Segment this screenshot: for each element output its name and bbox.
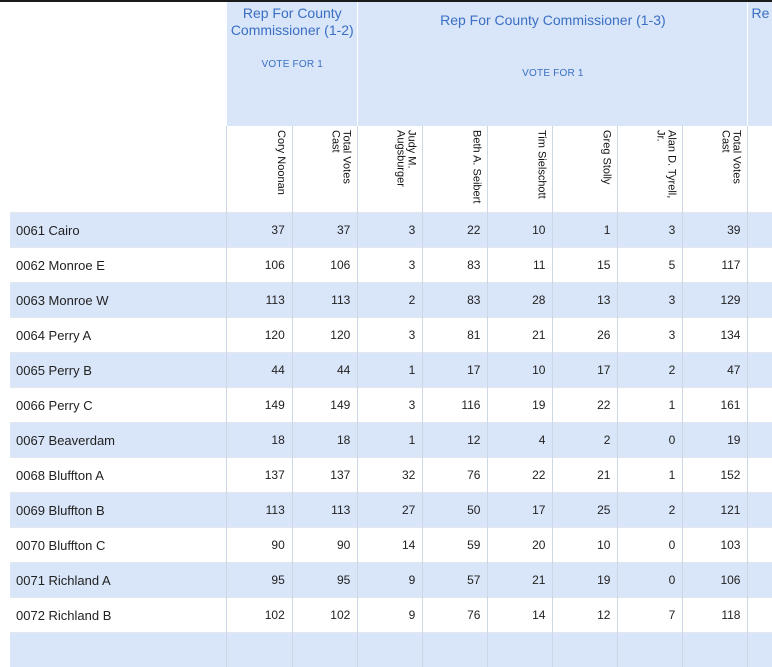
candidate-name: Total Votes Cast: [329, 130, 351, 208]
table-row: [10, 388, 772, 423]
vote-count-cell: 9: [358, 563, 423, 598]
vote-count-cell: 2: [618, 493, 683, 528]
vote-count-cell: 3: [358, 248, 423, 283]
precinct-name: 0071 Richland A: [10, 563, 227, 598]
vote-count-cell: 106: [227, 248, 293, 283]
vote-count-cell: 15: [553, 248, 618, 283]
precinct-name: 0066 Perry C: [10, 388, 227, 423]
vote-count-cell: 121: [683, 493, 748, 528]
contest-header-2: [358, 2, 748, 126]
vote-count-cell: 1: [358, 353, 423, 388]
candidate-header: [227, 126, 293, 213]
vote-count-cell: 44: [292, 353, 358, 388]
vote-count-cell: 11: [488, 248, 553, 283]
vote-count-cell: 113: [292, 493, 358, 528]
partial-column-cell: [748, 353, 772, 388]
vote-count-cell: 83: [423, 248, 488, 283]
precinct-name: 0072 Richland B: [10, 598, 227, 633]
vote-count-cell: 90: [292, 528, 358, 563]
vote-count-cell: 17: [553, 353, 618, 388]
vote-count-cell: 5: [618, 248, 683, 283]
vote-count-cell: 21: [488, 318, 553, 353]
precinct-name: 0067 Beaverdam: [10, 423, 227, 458]
precinct-name: 0064 Perry A: [10, 318, 227, 353]
vote-count-cell: 95: [292, 563, 358, 598]
vote-count-cell: 81: [423, 318, 488, 353]
vote-count-cell: 129: [683, 283, 748, 318]
precinct-name: 0065 Perry B: [10, 353, 227, 388]
candidate-header: [423, 126, 488, 213]
partial-column-cell: [748, 283, 772, 318]
partial-row-cell: [423, 633, 488, 667]
table-row: [10, 598, 772, 633]
vote-count-cell: 102: [292, 598, 358, 633]
table-row: [10, 458, 772, 493]
vote-count-cell: 2: [618, 353, 683, 388]
vote-count-cell: 22: [423, 213, 488, 248]
vote-count-cell: 113: [227, 283, 293, 318]
table-row: [10, 353, 772, 388]
vote-count-cell: 161: [683, 388, 748, 423]
vote-count-cell: 1: [618, 458, 683, 493]
vote-for-label: VOTE FOR 1: [227, 59, 357, 70]
contest-header-3: [748, 2, 772, 126]
partial-row-cell: [227, 633, 293, 667]
vote-count-cell: 106: [683, 563, 748, 598]
vote-count-cell: 19: [683, 423, 748, 458]
vote-count-cell: 21: [553, 458, 618, 493]
vote-count-cell: 76: [423, 458, 488, 493]
vote-for-label: VOTE FOR 1: [358, 68, 747, 79]
partial-column-cell: [748, 493, 772, 528]
contest-header-row: [10, 2, 772, 126]
vote-count-cell: 27: [358, 493, 423, 528]
candidate-header: [683, 126, 748, 213]
partial-column-cell: [748, 423, 772, 458]
candidate-header: [358, 126, 423, 213]
table-row: [10, 423, 772, 458]
vote-count-cell: 149: [292, 388, 358, 423]
vote-count-cell: 22: [488, 458, 553, 493]
vote-count-cell: 1: [358, 423, 423, 458]
vote-count-cell: 137: [292, 458, 358, 493]
partial-row-cell: [292, 633, 358, 667]
partial-column-cell: [748, 458, 772, 493]
vote-count-cell: 103: [683, 528, 748, 563]
vote-count-cell: 20: [488, 528, 553, 563]
table-row: [10, 493, 772, 528]
partial-column-cell: [748, 528, 772, 563]
candidate-name: Tim Sielschott: [535, 130, 546, 199]
vote-count-cell: 47: [683, 353, 748, 388]
vote-count-cell: 2: [553, 423, 618, 458]
vote-count-cell: 12: [553, 598, 618, 633]
vote-count-cell: 10: [488, 213, 553, 248]
corner-blank: [10, 2, 227, 126]
table-row: [10, 213, 772, 248]
partial-column-cell: [748, 598, 772, 633]
candidate-name: Total Votes Cast: [719, 130, 741, 208]
partial-row-cell: [553, 633, 618, 667]
vote-count-cell: 2: [358, 283, 423, 318]
vote-count-cell: 22: [553, 388, 618, 423]
partial-row-cell: [358, 633, 423, 667]
partial-row-cell: [618, 633, 683, 667]
candidate-name: Judy M. Augsburger: [394, 130, 416, 208]
vote-count-cell: 117: [683, 248, 748, 283]
table-row: [10, 283, 772, 318]
partial-row-cell: [488, 633, 553, 667]
candidate-header: [618, 126, 683, 213]
vote-count-cell: 76: [423, 598, 488, 633]
vote-count-cell: 102: [227, 598, 293, 633]
vote-count-cell: 59: [423, 528, 488, 563]
partial-row-cell: [748, 633, 772, 667]
vote-count-cell: 3: [358, 213, 423, 248]
vote-count-cell: 3: [618, 283, 683, 318]
precinct-header-blank: [10, 126, 227, 213]
partial-column-cell: [748, 213, 772, 248]
precinct-name: 0061 Cairo: [10, 213, 227, 248]
vote-count-cell: 13: [553, 283, 618, 318]
partial-column-cell: [748, 563, 772, 598]
vote-count-cell: 57: [423, 563, 488, 598]
table-row: [10, 528, 772, 563]
vote-count-cell: 17: [423, 353, 488, 388]
vote-count-cell: 116: [423, 388, 488, 423]
vote-count-cell: 18: [292, 423, 358, 458]
vote-count-cell: 0: [618, 528, 683, 563]
contest-title: Rep For County Commissioner (1-3): [358, 12, 747, 29]
vote-count-cell: 113: [292, 283, 358, 318]
vote-count-cell: 37: [227, 213, 293, 248]
vote-count-cell: 12: [423, 423, 488, 458]
vote-count-cell: 118: [683, 598, 748, 633]
vote-count-cell: 39: [683, 213, 748, 248]
vote-count-cell: 7: [618, 598, 683, 633]
table-row: [10, 563, 772, 598]
vote-count-cell: 0: [618, 423, 683, 458]
table-row: [10, 248, 772, 283]
vote-count-cell: 137: [227, 458, 293, 493]
vote-count-cell: 26: [553, 318, 618, 353]
candidate-header-row: [10, 126, 772, 213]
partial-column-cell: [748, 248, 772, 283]
candidate-header: [292, 126, 358, 213]
vote-count-cell: 3: [358, 388, 423, 423]
vote-count-cell: 120: [227, 318, 293, 353]
vote-count-cell: 1: [618, 388, 683, 423]
vote-count-cell: 14: [358, 528, 423, 563]
vote-count-cell: 106: [292, 248, 358, 283]
candidate-header: [488, 126, 553, 213]
vote-count-cell: 3: [618, 213, 683, 248]
vote-count-cell: 0: [618, 563, 683, 598]
candidate-name: Alan D. Tyrell, Jr.: [654, 130, 676, 208]
vote-count-cell: 1: [553, 213, 618, 248]
candidate-name: Beth A. Seibert: [470, 130, 481, 203]
vote-count-cell: 149: [227, 388, 293, 423]
vote-count-cell: 134: [683, 318, 748, 353]
precinct-name: 0069 Bluffton B: [10, 493, 227, 528]
vote-count-cell: 25: [553, 493, 618, 528]
vote-count-cell: 95: [227, 563, 293, 598]
table-row-partial: [10, 633, 772, 667]
partial-row-cell: [10, 633, 227, 667]
vote-count-cell: 113: [227, 493, 293, 528]
vote-count-cell: 4: [488, 423, 553, 458]
partial-column-cell: [748, 318, 772, 353]
precinct-name: 0063 Monroe W: [10, 283, 227, 318]
vote-count-cell: 19: [553, 563, 618, 598]
contest-title: Re: [748, 5, 772, 22]
table-row: [10, 318, 772, 353]
candidate-header-partial: [748, 126, 772, 213]
contest-title: Rep For County Commissioner (1-2): [227, 5, 357, 39]
vote-count-cell: 50: [423, 493, 488, 528]
results-table: [10, 2, 772, 667]
vote-count-cell: 10: [488, 353, 553, 388]
precinct-name: 0062 Monroe E: [10, 248, 227, 283]
candidate-name: Greg Stolly: [600, 130, 611, 184]
precinct-name: 0070 Bluffton C: [10, 528, 227, 563]
partial-column-cell: [748, 388, 772, 423]
vote-count-cell: 37: [292, 213, 358, 248]
vote-count-cell: 3: [618, 318, 683, 353]
vote-count-cell: 14: [488, 598, 553, 633]
precinct-name: 0068 Bluffton A: [10, 458, 227, 493]
vote-count-cell: 21: [488, 563, 553, 598]
partial-row-cell: [683, 633, 748, 667]
vote-count-cell: 9: [358, 598, 423, 633]
candidate-name: Cory Noonan: [275, 130, 286, 195]
vote-count-cell: 17: [488, 493, 553, 528]
vote-count-cell: 44: [227, 353, 293, 388]
contest-header-1: [227, 2, 358, 126]
candidate-header: [553, 126, 618, 213]
vote-count-cell: 3: [358, 318, 423, 353]
vote-count-cell: 18: [227, 423, 293, 458]
vote-count-cell: 28: [488, 283, 553, 318]
vote-count-cell: 120: [292, 318, 358, 353]
vote-count-cell: 152: [683, 458, 748, 493]
vote-count-cell: 83: [423, 283, 488, 318]
vote-count-cell: 90: [227, 528, 293, 563]
vote-count-cell: 32: [358, 458, 423, 493]
vote-count-cell: 19: [488, 388, 553, 423]
vote-count-cell: 10: [553, 528, 618, 563]
